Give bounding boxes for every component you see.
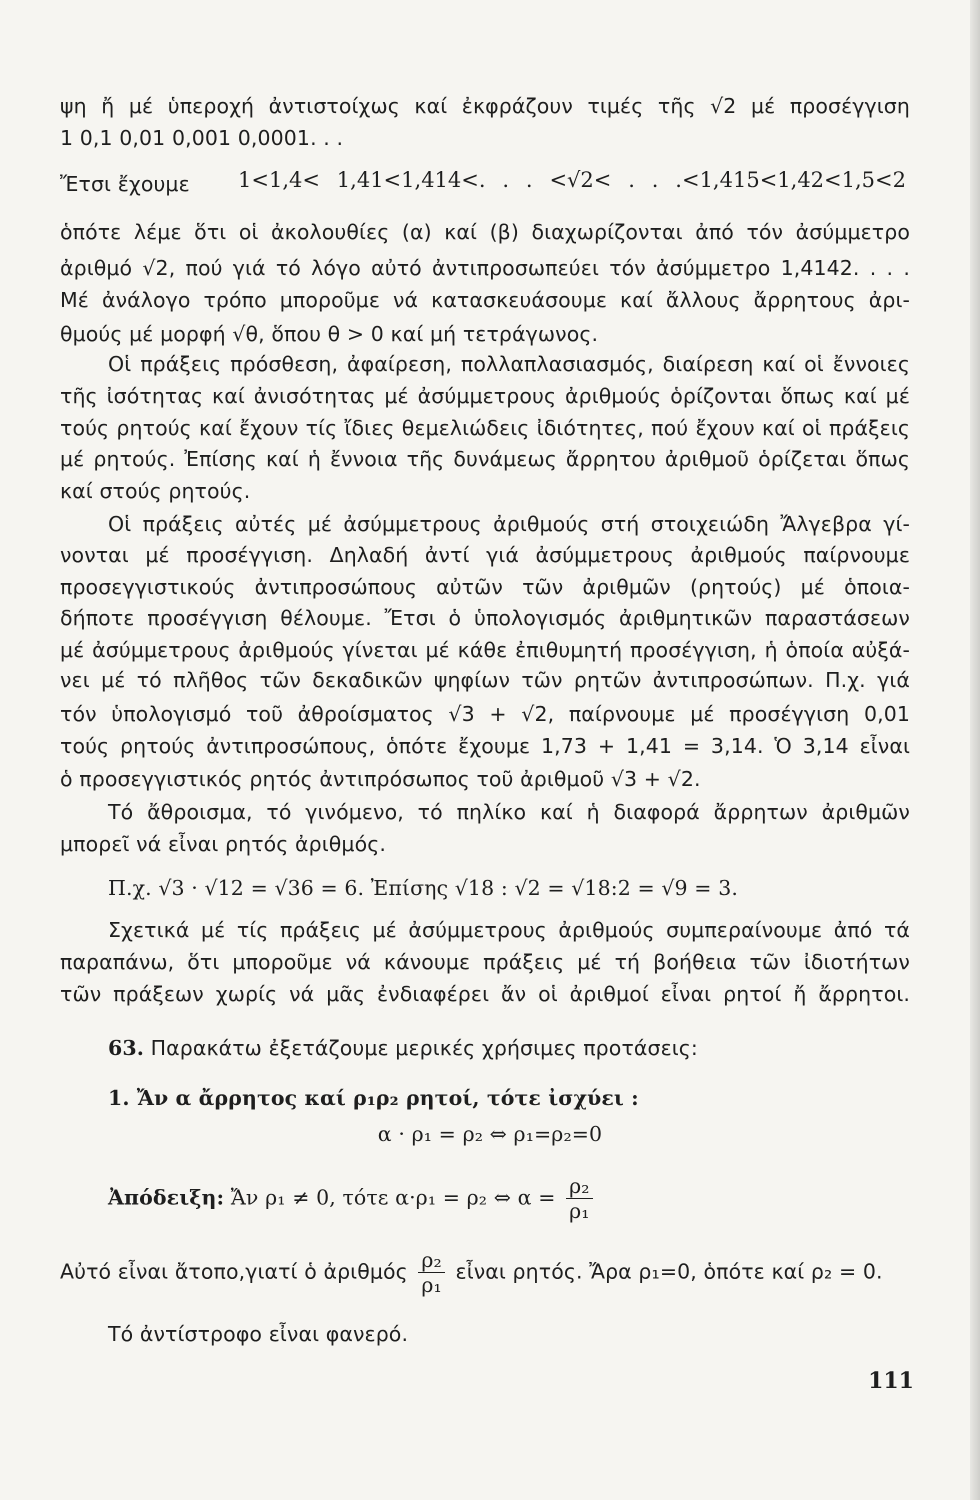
text-line: τῶν πράξεων χωρίς νά μᾶς ἐνδιαφέρει ἄν οἱ ἀριθμοί εἶναι ρητοί ἤ ἄρρητοι. (60, 982, 910, 1006)
page-edge-shadow (970, 0, 980, 1500)
section-heading (108, 1034, 910, 1062)
text-line: ἀριθμό √2, πού γιά τό λόγο αὐτό ἀντιπροσωπεύει τόν ἀσύμμετρο 1,4142. . . . (60, 256, 910, 280)
text-line: μέ ρητούς. Ἐπίσης καί ἡ ἔννοια τῆς δυνάμεως ἄρρητου ἀριθμοῦ ὁρίζεται ὅπως (60, 447, 910, 471)
text-line: Τό ἀντίστροφο εἶναι φανερό. (108, 1322, 409, 1346)
text-line: ὁπότε λέμε ὅτι οἱ ἀκολουθίες (α) καί (β) διαχωρίζονται ἀπό τόν ἀσύμμετρο (60, 220, 910, 244)
page-number: 111 (868, 1368, 914, 1394)
conclusion-line (60, 1248, 910, 1308)
proposition-statement: 1. Ἄν α ἄρρητος καί ρ₁ρ₂ ρητοί, τότε ἰσχύει : (108, 1086, 639, 1110)
paragraph-first-line: Οἱ πράξεις αὐτές μέ ἀσύμμετρους ἀριθμούς στή στοιχειώδη Ἄλγεβρα γί- (108, 512, 910, 536)
text-line: ὁ προσεγγιστικός ρητός ἀντιπρόσωπος τοῦ ἀριθμοῦ √3 + √2. (60, 767, 701, 791)
text-line: δήποτε προσέγγιση θέλουμε. Ἔτσι ὁ ὑπολογισμός ἀριθμητικῶν παραστάσεων (60, 606, 910, 630)
text-line: προσεγγιστικούς ἀντιπροσώπους αὐτῶν τῶν ἀριθμῶν (ρητούς) μέ ὁποια- (60, 575, 910, 599)
inequality-sequence: 1<1,4< 1,41<1,414<. . . <√2< . . .<1,415<1,42<1,5<2 (238, 168, 906, 192)
text-line: τούς ρητούς ἀντιπροσώπους, ὁπότε ἔχουμε 1,73 + 1,41 = 3,14. Ὁ 3,14 εἶναι (60, 734, 910, 758)
formula: α · ρ₁ = ρ₂ ⇔ ρ₁=ρ₂=0 (377, 1122, 603, 1146)
text-line: νει μέ τό πλῆθος τῶν δεκαδικῶν ψηφίων τῶν ρητῶν ἀντιπροσώπων. Π.χ. γιά (60, 668, 910, 692)
fraction (566, 1174, 592, 1223)
paragraph-first-line: Σχετικά μέ τίς πράξεις μέ ἀσύμμετρους ἀριθμούς συμπεραίνουμε ἀπό τά (108, 918, 910, 942)
conclusion-text-b: εἶναι ρητός. Ἄρα ρ₁=0, ὁπότε καί ρ₂ = 0. (455, 1259, 883, 1284)
fraction (418, 1248, 444, 1297)
text-line: 1 0,1 0,01 0,001 0,0001. . . (60, 126, 344, 150)
text-line: τούς ρητούς καί ἔχουν τίς ἴδιες θεμελιώδεις ἰδιότητες, πού ἔχουν καί οἱ πράξεις (60, 416, 910, 440)
fraction-numerator: ρ₂ (418, 1248, 444, 1273)
paragraph-first-line: Τό ἄθροισμα, τό γινόμενο, τό πηλίκο καί ἡ διαφορά ἄρρητων ἀριθμῶν (108, 800, 910, 824)
paragraph-first-line: Οἱ πράξεις πρόσθεση, ἀφαίρεση, πολλαπλασιασμός, διαίρεση καί οἱ ἔννοιες (108, 352, 910, 376)
section-number: 63. (108, 1036, 144, 1060)
text-line: θμούς μέ μορφή √θ, ὅπου θ > 0 καί μή τετράγωνος. (60, 322, 599, 346)
example-line: Π.χ. √3 · √12 = √36 = 6. Ἐπίσης √18 : √2 = √18:2 = √9 = 3. (108, 876, 738, 900)
proof-label: Ἀπόδειξη: (108, 1185, 225, 1210)
text-line-label: Ἔτσι ἔχουμε (60, 172, 190, 196)
text-line: τῆς ἰσότητας καί ἀνισότητας μέ ἀσύμμετρους ἀριθμούς ὁρίζονται ὅπως καί μέ (60, 384, 910, 408)
proof-line (108, 1174, 910, 1234)
text-line: καί στούς ρητούς. (60, 479, 251, 503)
text-line: Μέ ἀνάλογο τρόπο μποροῦμε νά κατασκευάσουμε καί ἄλλους ἄρρητους ἀρι- (60, 288, 910, 312)
proof-text: Ἄν ρ₁ ≠ 0, τότε α·ρ₁ = ρ₂ ⇔ α = (230, 1185, 556, 1210)
text-line: τόν ὑπολογισμό τοῦ ἀθροίσματος √3 + √2, παίρνουμε μέ προσέγγιση 0,01 (60, 702, 910, 726)
fraction-denominator: ρ₁ (421, 1273, 442, 1297)
text-line: ψη ἤ μέ ὑπεροχή ἀντιστοίχως καί ἐκφράζουν τιμές τῆς √2 μέ προσέγγιση (60, 94, 910, 118)
text-line: μέ ἀσύμμετρους ἀριθμούς γίνεται μέ κάθε ἐπιθυμητή προσέγγιση, ἡ ὁποία αὐξά- (60, 638, 910, 662)
conclusion-text-a: Αὐτό εἶναι ἄτοπο,γιατί ὁ ἀριθμός (60, 1259, 408, 1284)
text-line: νονται μέ προσέγγιση. Δηλαδή ἀντί γιά ἀσύμμετρους ἀριθμούς παίρνουμε (60, 543, 910, 567)
fraction-denominator: ρ₁ (569, 1199, 590, 1223)
section-title: Παρακάτω ἐξετάζουμε μερικές χρήσιμες προτάσεις: (150, 1036, 698, 1060)
fraction-numerator: ρ₂ (566, 1174, 592, 1199)
text-line: μπορεῖ νά εἶναι ρητός ἀριθμός. (60, 832, 386, 856)
text-line: παραπάνω, ὅτι μποροῦμε νά κάνουμε πράξεις μέ τή βοήθεια τῶν ἰδιοτήτων (60, 950, 910, 974)
